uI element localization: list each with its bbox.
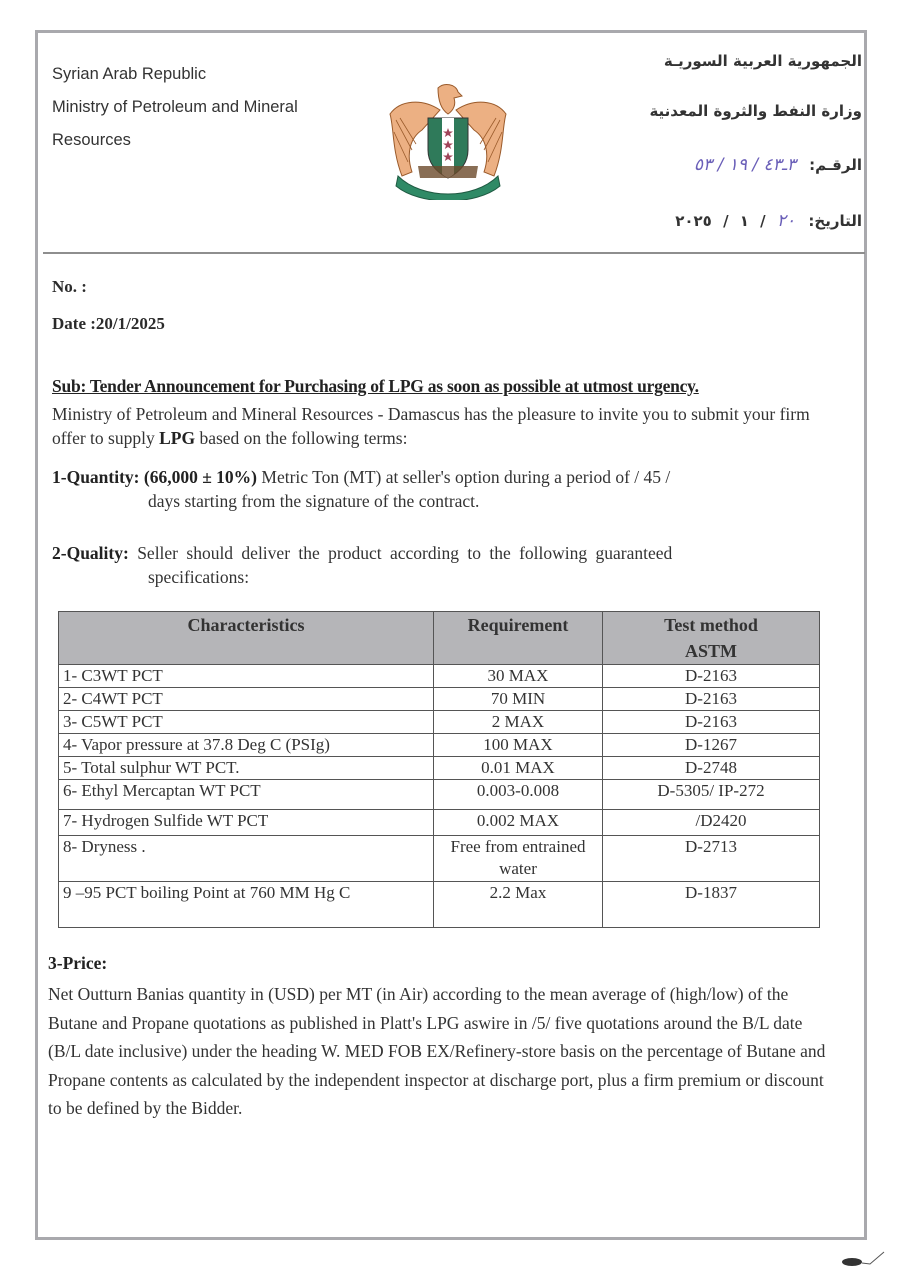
table-row (59, 711, 820, 734)
cell-characteristic: 7- Hydrogen Sulfide WT PCT (59, 810, 434, 836)
header-arabic-ministry: وزارة النفط والثروة المعدنية (649, 102, 862, 120)
header-arabic (649, 44, 862, 236)
clause-price-text: Net Outturn Banias quantity in (USD) per MT (in Air) according to the mean average of (high/low) of the Butane and Propane quotations as published in Platt's LPG aswire in /5/ five quotations around the B/L date (B/L date inclusive) under the heading W. MED FOB EX/Refinery-store basis on the percentage of Butane and Propane contents as calculated by the independent inspector at discharge port, plus a firm premium or discount to be defined by the Bidder. (48, 984, 826, 1118)
date-separator: / (760, 212, 766, 230)
clause-quality-text: Seller should deliver the product according to the following guaranteed (128, 543, 673, 563)
cell-method: D-2713 (603, 836, 820, 882)
cell-requirement: 0.003-0.008 (434, 780, 603, 810)
clause-quality-label: 2-Quality: (52, 543, 129, 563)
cell-method: D-2163 (603, 665, 820, 688)
document-date: Date :20/1/2025 (52, 314, 165, 333)
eagle-emblem-icon (382, 80, 514, 200)
cell-method: D-2163 (603, 688, 820, 711)
table-row (59, 882, 820, 928)
cell-characteristic: 8- Dryness . (59, 836, 434, 882)
date-separator: / (723, 212, 729, 230)
cell-requirement: 2 MAX (434, 711, 603, 734)
col-characteristics: Characteristics (59, 612, 434, 665)
cell-method: /D2420 (603, 810, 820, 836)
cell-characteristic: 1- C3WT PCT (59, 665, 434, 688)
arabic-date-label: التاريخ: (808, 212, 862, 230)
header-arabic-country: الجمهورية العربية السوريـة (663, 52, 862, 70)
reference-number-field (649, 150, 862, 180)
cell-requirement: 0.01 MAX (434, 757, 603, 780)
intro-text: Ministry of Petroleum and Mineral Resources - Damascus has the pleasure to invite you to submit your firm offer to supply (52, 404, 810, 448)
clause-quantity-text: Metric Ton (MT) at seller's option during a period of / 45 / (257, 467, 671, 487)
cell-requirement: 30 MAX (434, 665, 603, 688)
reference-number-handwritten: ٣ـ٤٣ / ١٩ / ٥٣ (693, 155, 796, 175)
intro-text-end: based on the following terms: (195, 428, 408, 448)
document-number: No. : (52, 277, 87, 296)
arabic-date-day: ٢٠ (776, 211, 796, 231)
arabic-date-year: ٢٠٢٥ (675, 212, 712, 230)
table-row (59, 757, 820, 780)
cell-requirement: 0.002 MAX (434, 810, 603, 836)
reference-number-label: الرقـم: (809, 156, 862, 174)
clause-quantity (52, 465, 842, 513)
cell-requirement: 2.2 Max (434, 882, 603, 928)
table-row (59, 780, 820, 810)
table-row (59, 836, 820, 882)
cell-requirement: Free from entrained water (434, 836, 603, 882)
cell-characteristic: 5- Total sulphur WT PCT. (59, 757, 434, 780)
header-english (52, 58, 298, 157)
cell-method: D-2163 (603, 711, 820, 734)
intro-product: LPG (159, 428, 196, 448)
cell-method: D-2748 (603, 757, 820, 780)
signature-initial-icon (840, 1250, 890, 1270)
cell-characteristic: 6- Ethyl Mercaptan WT PCT (59, 780, 434, 810)
cell-requirement: 70 MIN (434, 688, 603, 711)
table-row (59, 665, 820, 688)
col-test-method-line1: Test method (664, 615, 758, 635)
header-divider (43, 252, 865, 254)
table-row (59, 810, 820, 836)
intro-paragraph (52, 402, 842, 450)
cell-characteristic: 3- C5WT PCT (59, 711, 434, 734)
arabic-date-field (649, 206, 862, 236)
col-test-method-line2: ASTM (684, 641, 737, 661)
header-ministry-cont: Resources (52, 131, 131, 149)
clause-price-label: 3-Price: (48, 953, 108, 973)
subject-line: Sub: Tender Announcement for Purchasing of LPG as soon as possible at utmost urgency. (52, 376, 699, 396)
cell-characteristic: 2- C4WT PCT (59, 688, 434, 711)
cell-method: D-1267 (603, 734, 820, 757)
arabic-date-month: ١ (739, 212, 749, 230)
clause-quantity-label: 1-Quantity: (66,000 ± 10%) (52, 467, 258, 487)
specifications-table (58, 611, 820, 928)
cell-requirement: 100 MAX (434, 734, 603, 757)
col-test-method (603, 612, 820, 665)
table-header-row (59, 612, 820, 665)
clause-quantity-text-cont: days starting from the signature of the contract. (148, 491, 480, 511)
cell-characteristic: 9 –95 PCT boiling Point at 760 MM Hg C (59, 882, 434, 928)
cell-method: D-5305/ IP-272 (603, 780, 820, 810)
clause-quality (52, 541, 842, 589)
header-country: Syrian Arab Republic (52, 65, 207, 83)
table-row (59, 734, 820, 757)
header-ministry: Ministry of Petroleum and Mineral (52, 98, 298, 116)
table-row (59, 688, 820, 711)
clause-quality-text-cont: specifications: (148, 567, 250, 587)
cell-characteristic: 4- Vapor pressure at 37.8 Deg C (PSIg) (59, 734, 434, 757)
cell-method: D-1837 (603, 882, 820, 928)
col-requirement: Requirement (434, 612, 603, 665)
